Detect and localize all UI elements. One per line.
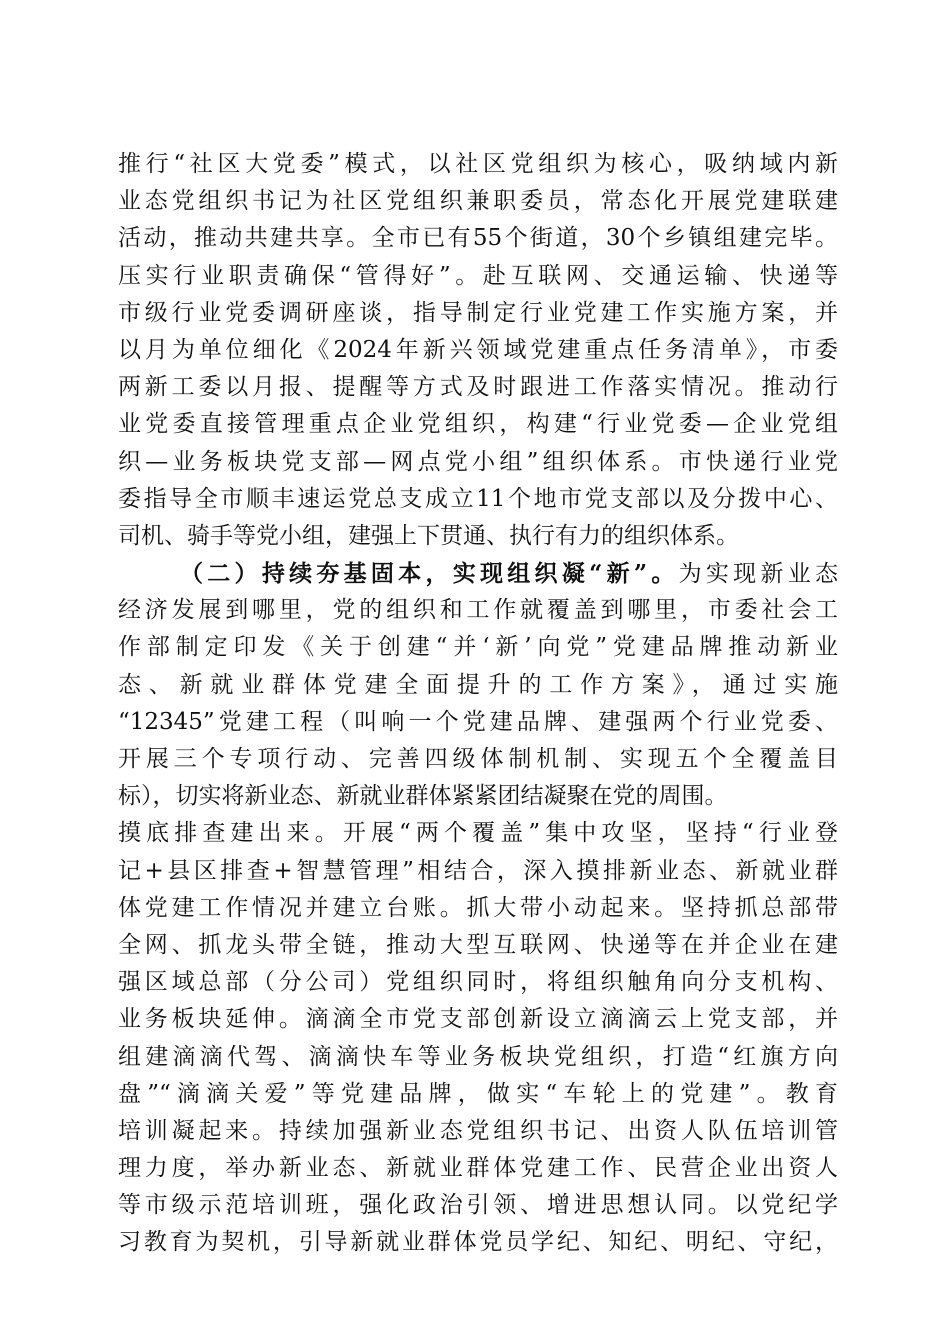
body-text [118, 146, 838, 1262]
text-line: 织—业务板块党支部—网点党小组”组织体系。市快递行业党 [118, 448, 838, 475]
section-heading-continuation: 为实现新业态 [678, 561, 839, 588]
section-heading: （二）持续夯基固本，实现组织凝“新”。 [180, 560, 679, 588]
text-line: 业态党组织书记为社区党组织兼职委员，常态化开展党建联建 [118, 188, 838, 215]
text-line: 业务板块延伸。滴滴全市党支部创新设立滴滴云上党支部，并 [118, 1006, 838, 1033]
text-line: 强区域总部（分公司）党组织同时，将组织触角向分支机构、 [118, 969, 838, 996]
section-heading-line [118, 555, 838, 592]
text-line: 培训凝起来。持续加强新业态党组织书记、出资人队伍培训管 [118, 1117, 838, 1144]
text-line: 习教育为契机，引导新就业群体党员学纪、知纪、明纪、守纪， [118, 1229, 838, 1256]
text-line: 两新工委以月报、提醒等方式及时跟进工作落实情况。推动行 [118, 374, 838, 401]
text-line: 作部制定印发《关于创建“并‘新’向党”党建品牌推动新业 [118, 634, 838, 661]
text-line: 记+县区排查+智慧管理”相结合，深入摸排新业态、新就业群 [118, 857, 838, 884]
text-line: 等市级示范培训班，强化政治引领、增进思想认同。以党纪学 [118, 1192, 838, 1219]
text-line: 推行“社区大党委”模式，以社区党组织为核心，吸纳域内新 [118, 151, 838, 177]
text-line: 活动，推动共建共享。全市已有55个街道，30个乡镇组建完毕。 [118, 225, 838, 252]
text-line: 开展三个专项行动、完善四级体制机制、实现五个全覆盖目 [118, 746, 838, 772]
text-line: 业党委直接管理重点企业党组织，构建“行业党委—企业党组 [118, 411, 838, 438]
text-line: 标），切实将新业态、新就业群体紧紧团结凝聚在党的周围。 [118, 783, 728, 810]
text-line: 盘”“滴滴关爱”等党建品牌，做实“车轮上的党建”。教育 [118, 1080, 838, 1107]
text-line: 体党建工作情况并建立台账。抓大带小动起来。坚持抓总部带 [118, 894, 838, 921]
text-line: 市级行业党委调研座谈，指导制定行业党建工作实施方案，并 [118, 299, 838, 326]
text-line: 司机、骑手等党小组，建强上下贯通、执行有力的组织体系。 [118, 522, 739, 549]
text-line: 压实行业职责确保“管得好”。赴互联网、交通运输、快递等 [118, 262, 838, 289]
text-line: “12345”党建工程（叫响一个党建品牌、建强两个行业党委、 [118, 708, 838, 735]
text-line: 经济发展到哪里，党的组织和工作就覆盖到哪里，市委社会工 [118, 597, 838, 624]
text-line: 态、新就业群体党建全面提升的工作方案》，通过实施 [118, 671, 838, 698]
text-line: 全网、抓龙头带全链，推动大型互联网、快递等在并企业在建 [118, 931, 838, 958]
text-line: 摸底排查建出来。开展“两个覆盖”集中攻坚，坚持“行业登 [118, 820, 838, 847]
text-line: 以月为单位细化《2024年新兴领域党建重点任务清单》，市委 [118, 336, 838, 363]
text-line: 理力度，举办新业态、新就业群体党建工作、民营企业出资人 [118, 1155, 838, 1182]
text-line: 委指导全市顺丰速运党总支成立11个地市党支部以及分拨中心、 [118, 485, 838, 512]
text-line: 组建滴滴代驾、滴滴快车等业务板块党组织，打造“红旗方向 [118, 1043, 838, 1070]
